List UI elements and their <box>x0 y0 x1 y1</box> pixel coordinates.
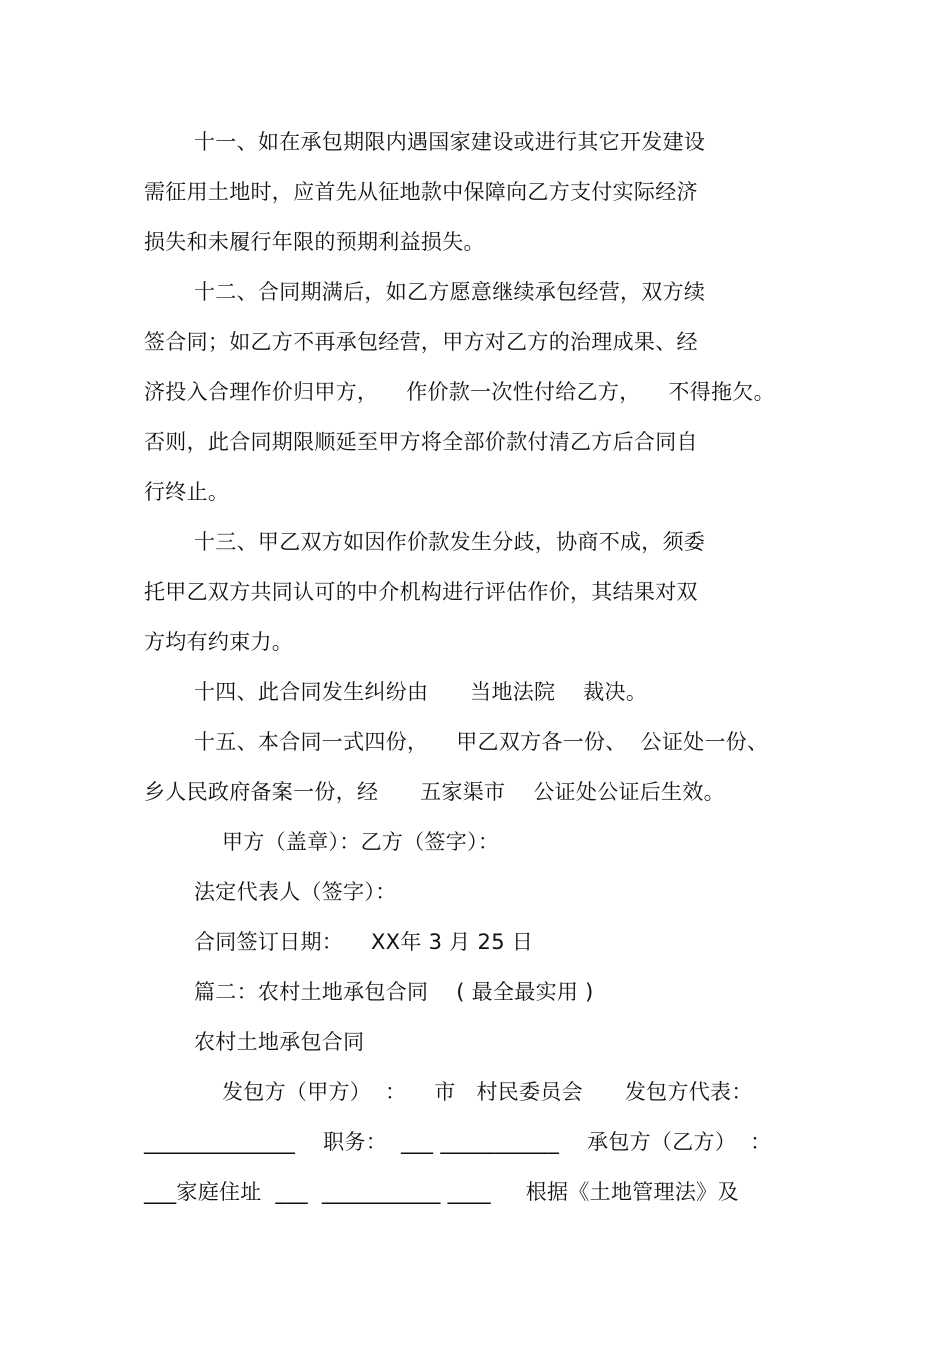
signing-date: 合同签订日期： XX年 3 月 25 日 <box>194 930 534 954</box>
clause-13-line-1: 十三、甲乙双方如因作价款发生分歧，协商不成，须委 <box>194 530 706 554</box>
clause-11-line-1: 十一、如在承包期限内遇国家建设或进行其它开发建设 <box>194 130 706 154</box>
position-line: ______________ 职务： ___ ___________ 承包方（乙方） ： <box>144 1130 772 1154</box>
legal-representative: 法定代表人（签字）： <box>194 880 397 904</box>
clause-15-line-2: 乡人民政府备案一份，经 五家渠市 公证处公证后生效。 <box>144 780 725 804</box>
clause-11-line-2: 需征用土地时，应首先从征地款中保障向乙方支付实际经济 <box>144 180 698 204</box>
section-heading: 篇二：农村土地承包合同 ( 最全最实用 ) <box>194 980 594 1004</box>
contract-title: 农村土地承包合同 <box>194 1030 365 1054</box>
address-line: ___家庭住址 ___ ___________ ____ 根据《土地管理法》及 <box>144 1180 739 1204</box>
clause-12-line-2: 签合同；如乙方不再承包经营，甲方对乙方的治理成果、经 <box>144 330 698 354</box>
contractor-line: 发包方（甲方） ： 市 村民委员会 发包方代表： <box>222 1080 753 1104</box>
clause-13-line-3: 方均有约束力。 <box>144 630 294 654</box>
clause-14-line-1: 十四、此合同发生纠纷由 当地法院 裁决。 <box>194 680 648 704</box>
clause-13-line-2: 托甲乙双方共同认可的中介机构进行评估作价，其结果对双 <box>144 580 698 604</box>
clause-12-line-1: 十二、合同期满后，如乙方愿意继续承包经营，双方续 <box>194 280 706 304</box>
clause-12-line-5: 行终止。 <box>144 480 230 504</box>
clause-11-line-3: 损失和未履行年限的预期利益损失。 <box>144 230 485 254</box>
clause-12-line-4: 否则，此合同期限顺延至甲方将全部价款付清乙方后合同自 <box>144 430 698 454</box>
signature-parties: 甲方（盖章）：乙方（签字）： <box>222 830 500 854</box>
clause-12-line-3: 济投入合理作价归甲方， 作价款一次性付给乙方， 不得拖欠。 <box>144 380 775 404</box>
clause-15-line-1: 十五、本合同一式四份， 甲乙双方各一份、 公证处一份、 <box>194 730 769 754</box>
